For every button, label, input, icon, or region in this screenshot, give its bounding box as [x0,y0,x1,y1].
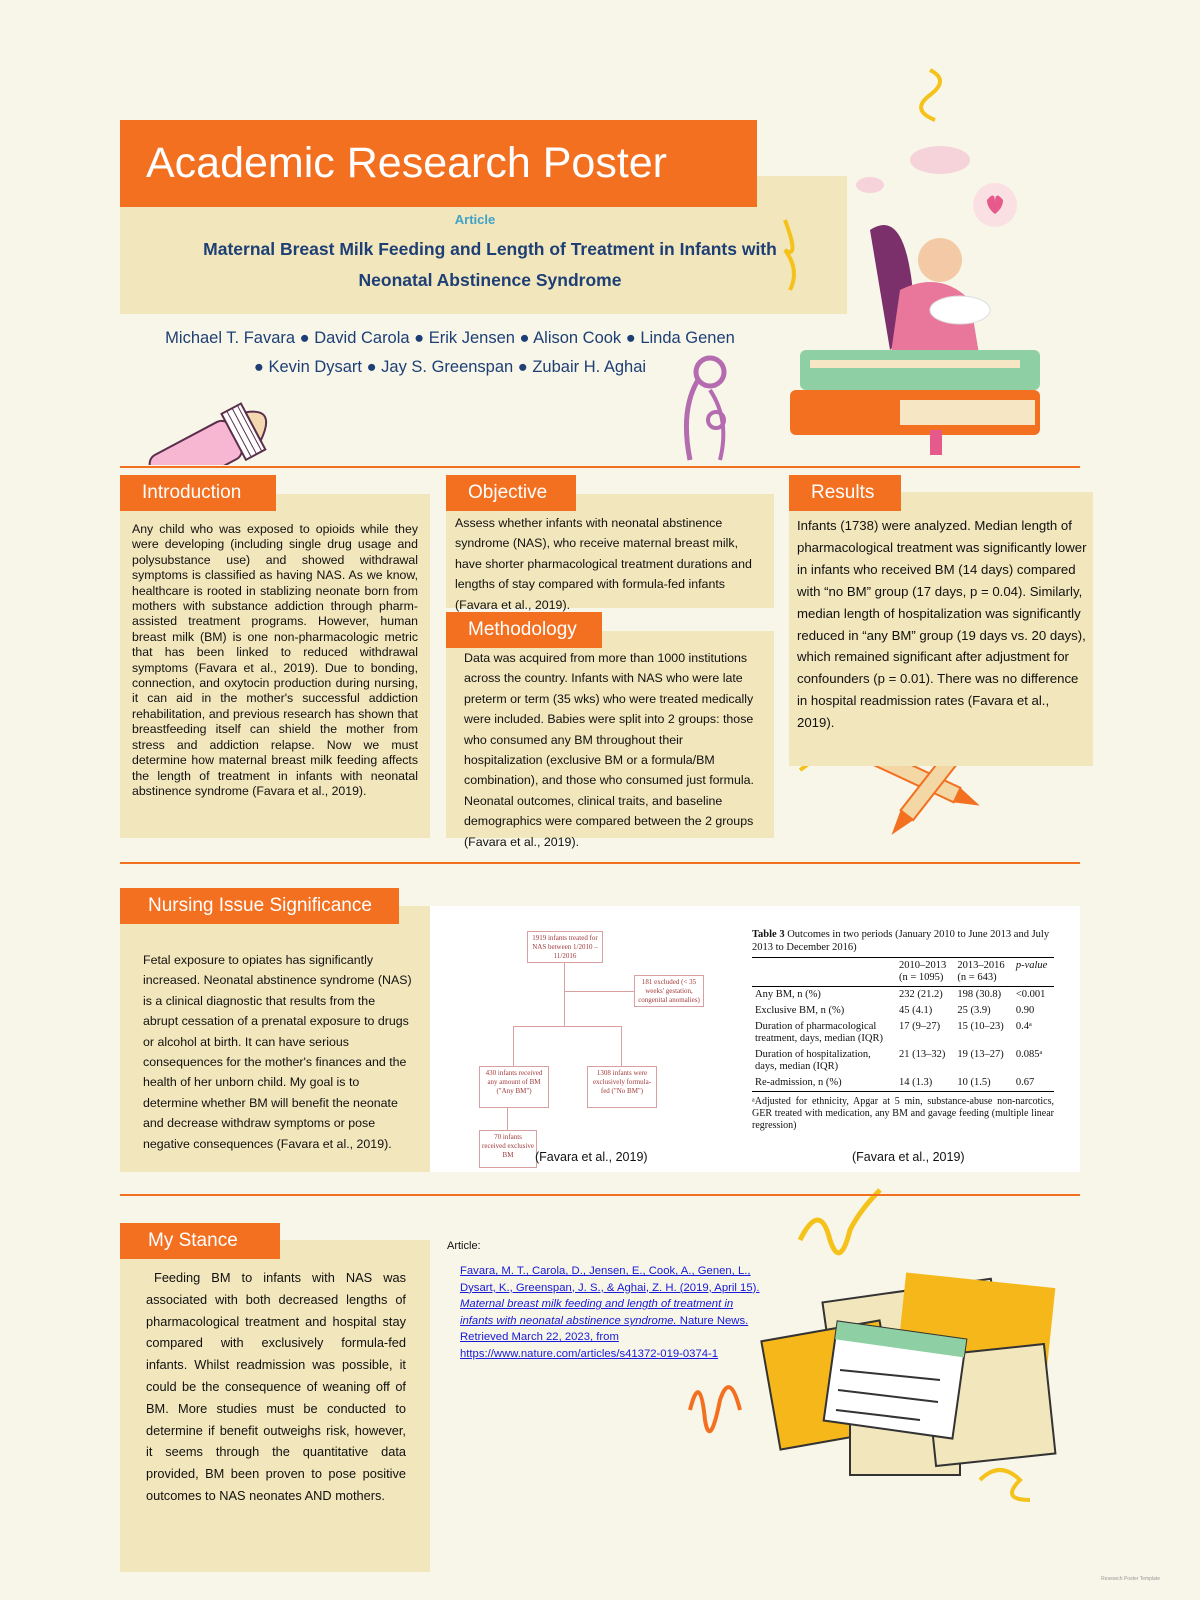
table3-header-row [752,958,1054,987]
flow-line [513,1026,621,1027]
introduction-title: Introduction [120,475,276,511]
flow-line [507,1108,508,1130]
table-row: Duration of hospitalization, days, median (IQR) 21 (13–32) 19 (13–27) 0.085ᵃ [755,1049,1043,1072]
flow-line [564,991,634,992]
stance-text: Feeding BM to infants with NAS was associated with both decreased lengths of pharmacological treatment and hospital stay compared with exclusively formula-fed infants. Whilst readmission was possible, it could be the consequence of weaning off of BM. More studies must be conducted to determine if benefit outweighs risk, however, it seems through the quantitative data provided, BM been proven to pose positive outcomes to NAS neonates AND mothers. [146,1270,406,1503]
table3-caption [752,928,1054,954]
reference-label: Article: [447,1240,481,1252]
table3-citation: (Favara et al., 2019) [852,1150,965,1164]
table-row: Exclusive BM, n (%) 45 (4.1) 25 (3.9) 0.90 [755,1005,1035,1016]
flow-box-total: 1919 infants treated for NAS between 1/2010 – 11/2016 [527,931,603,963]
baby-bottle-illustration [125,390,305,465]
reference-authors-link[interactable]: Favara, M. T., Carola, D., Jensen, E., Cook, A., Genen, L., Dysart, K., Greenspan, J. S., & Aghai, Z. H. (2019, April 15). [460,1265,760,1294]
table-row: Re-admission, n (%) 14 (1.3) 10 (1.5) 0.67 [752,1075,1054,1092]
article-title-line2: Neonatal Abstinence Syndrome [358,270,622,290]
table-row: Duration of pharmacological treatment, days, median (IQR) 17 (9–27) 15 (10–23) 0.4ᵃ [755,1021,1032,1044]
mother-outline-illustration [670,350,750,470]
reference-title-link[interactable]: Maternal breast milk feeding and length of treatment in infants with neonatal abstinence syndrome. [460,1298,734,1327]
section-divider [120,1194,1080,1196]
flow-line [621,1026,622,1066]
stance-title: My Stance [120,1223,280,1259]
authors [150,324,750,382]
authors-line1: Michael T. Favara ● David Carola ● Erik Jensen ● Alison Cook ● Linda Genen [165,329,735,347]
nursing-title: Nursing Issue Significance [120,888,399,924]
reference-url-link[interactable]: https://www.nature.com/articles/s41372-019-0374-1 [460,1347,719,1360]
article-label: Article [454,212,496,227]
flow-line [564,963,565,1026]
reference-journal-link[interactable]: Nature News. [676,1314,749,1327]
section-divider [120,862,1080,864]
table3-col2-n: (n = 643) [957,972,997,983]
nursing-text: Fetal exposure to opiates has significantly increased. Neonatal abstinence syndrome (NAS) is a clinical diagnostic that results from the abrupt cessation of a prenatal exposure to drugs or alcohol at birth. It can have serious consequences for the mother's finances and the health of her unborn child. My goal is to determine whether BM will benefit the neonate and decrease withdraw symptoms or pose negative consequences (Favara et al., 2019). [143,953,412,1151]
methodology-text: Data was acquired from more than 1000 institutions across the country. Infants with NAS who were late preterm or term (35 wks) who were treated medically were included. Babies were split into 2 groups: those who consumed any BM throughout their hospitalization (exclusive BM or a formula/BM combination), and those who consumed just formula. Neonatal outcomes, clinical traits, and baseline demographics were compared between the 2 groups (Favara et al., 2019). [464,651,754,849]
table-row: Any BM, n (%) 232 (21.2) 198 (30.8) <0.001 [755,989,1046,1000]
reference [460,1263,760,1363]
objective-text: Assess whether infants with neonatal abstinence syndrome (NAS), who receive maternal breast milk, have shorter pharmacological treatment durations and lengths of stay compared with formula-fed infants (Favara et al., 2019). [455,516,752,612]
results-title: Results [789,475,901,511]
table3 [752,928,1054,1132]
flow-line [513,1026,514,1066]
poster-title: Academic Research Poster [120,120,757,207]
table3-grid [752,957,1054,1092]
results-text: Infants (1738) were analyzed. Median length of pharmacological treatment was significantly lower in infants who received BM (14 days) compared with “no BM” group (17 days, p = 0.04). Similarly, median length of hospitalization was significantly reduced in “any BM” group (19 days vs. 20 days), which remained significant after adjustment for confounders (p = 0.01). There was no difference in hospital readmission rates (Favara et al., 2019). [797,518,1087,731]
article-title [170,234,810,296]
table3-col1: 2010–2013 [899,960,947,971]
flowchart-citation: (Favara et al., 2019) [535,1150,648,1164]
table3-col1-n: (n = 1095) [899,972,944,983]
methodology-title: Methodology [446,612,602,648]
flow-box-no-bm: 1308 infants were exclusively formula-fed ("No BM") [587,1066,657,1108]
authors-line2: ● Kevin Dysart ● Jay S. Greenspan ● Zubair H. Aghai [253,358,647,376]
table3-col3: p-value [1015,960,1048,971]
section-divider [120,466,1080,468]
article-title-line1: Maternal Breast Milk Feeding and Length of Treatment in Infants with [203,239,777,259]
flow-box-any-bm: 430 infants received any amount of BM ("Any BM") [479,1066,549,1108]
table3-footnote: ᵃAdjusted for ethnicity, Apgar at 5 min, substance-abuse non-narcotics, GER treated with medication, any BM and gavage feeding (multiple linear regression) [752,1096,1054,1131]
table3-caption-text: Outcomes in two periods (January 2010 to June 2013 and July 2013 to December 2016) [752,929,1050,953]
objective-title: Objective [446,475,576,511]
flow-box-excluded: 181 excluded (< 35 weeks' gestation, congenital anomalies) [634,975,704,1007]
introduction-text: Any child who was exposed to opioids while they were developing (including single drug usage and polysubstance use) and showed withdrawal symptoms is classified as having NAS. As we know, healthcare is rooted in stablizing neonate born from mothers with substance addiction through pharm-assisted treatment programs. However, human breast milk (BM) is one non-pharmacologic metric that has been linked to reduced withdrawal symptoms (Favara et al., 2019). Due to bonding, connection, and oxytocin production during nursing, it can aid in the mother's successful addiction rehabilitation, and previous research has shown that breastfeeding itself can shield the mother from stress and addiction relapse. Now we must determine how maternal breast milk feeding affects the length of treatment in infants with neonatal abstinence syndrome (Favara et al., 2019). [132,522,418,798]
table3-caption-label: Table 3 [752,929,785,940]
footer-label: Research Poster Template [1101,1576,1160,1582]
mother-books-illustration [780,60,1080,460]
reference-retrieved-link[interactable]: Retrieved March 22, 2023, from [460,1331,619,1344]
flow-box-exclusive: 70 infants received exclusive BM [479,1130,537,1168]
table3-col2: 2013–2016 [957,960,1005,971]
